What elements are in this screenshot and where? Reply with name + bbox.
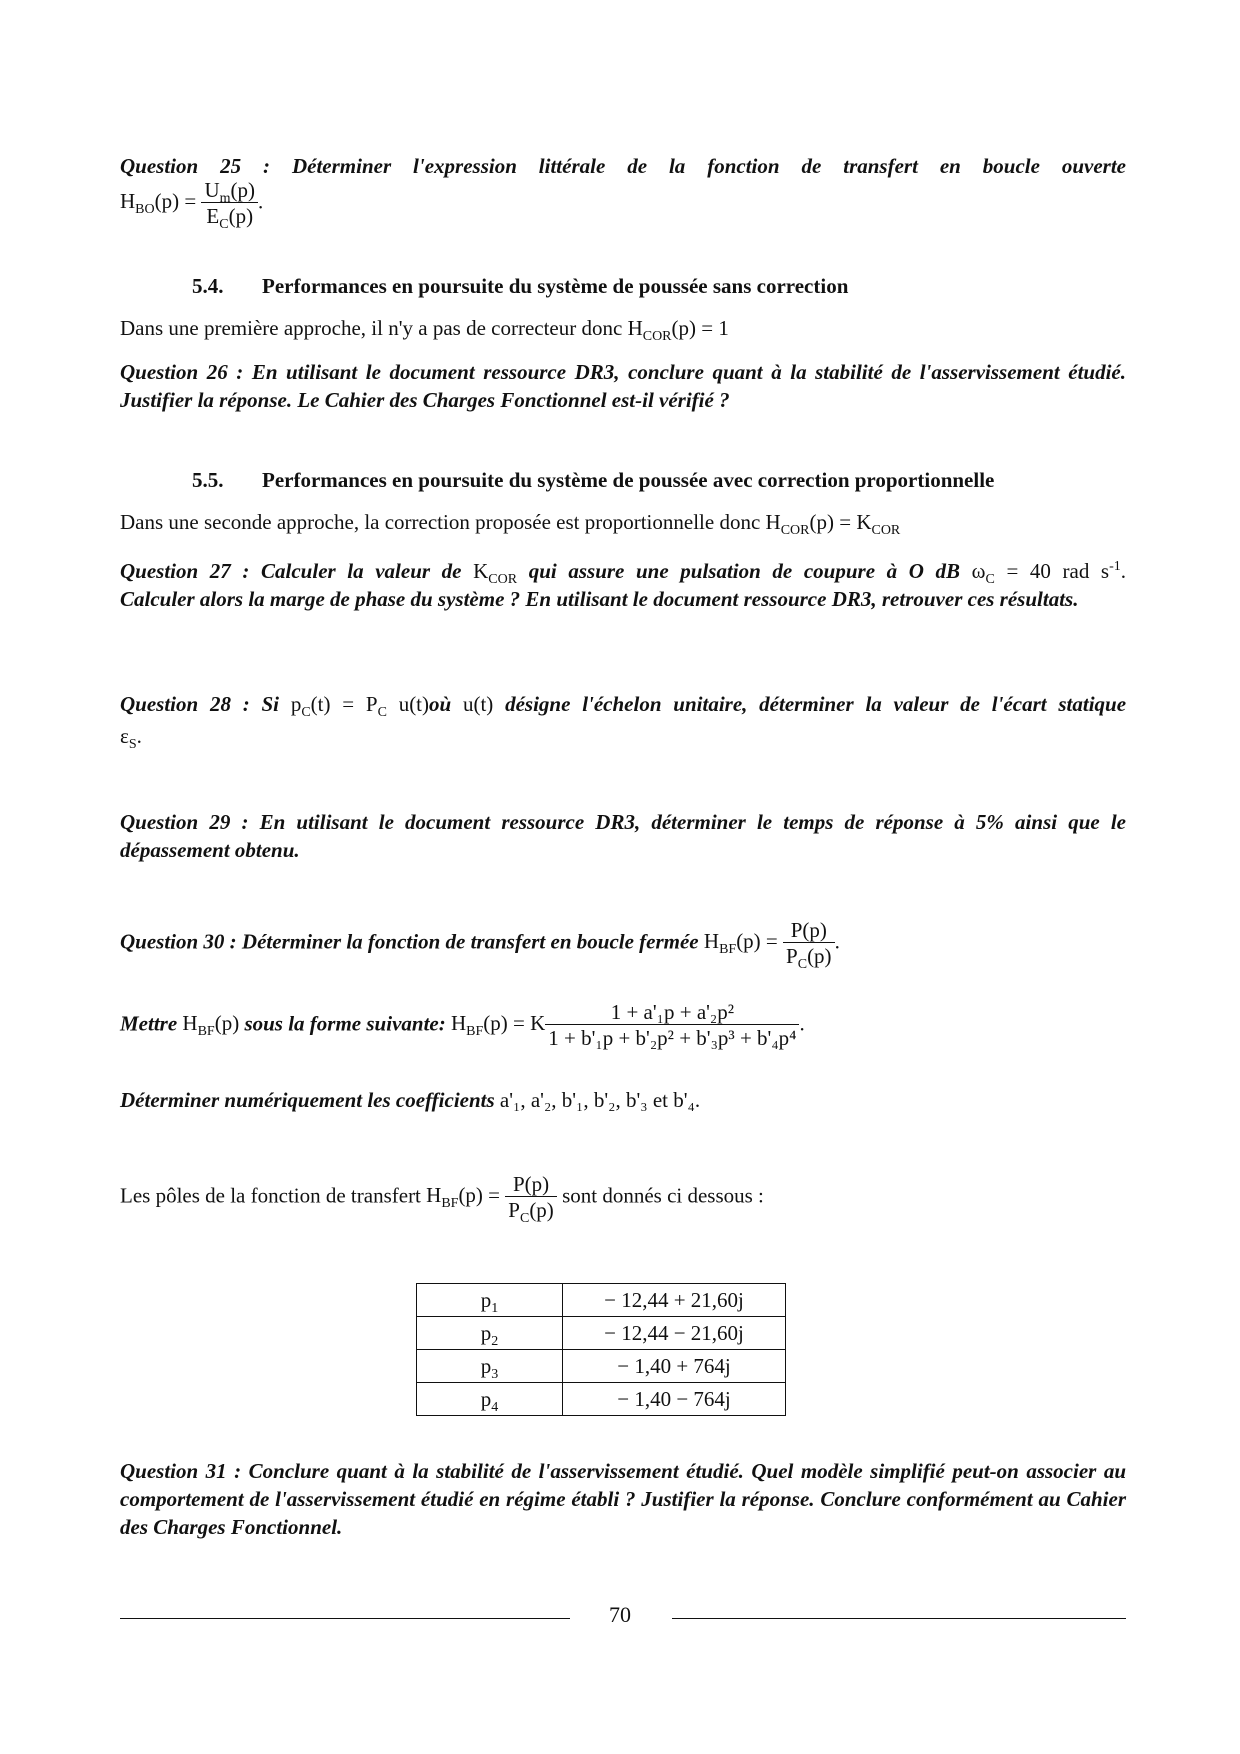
section-5-4-body: Dans une première approche, il n'y a pas de correcteur donc $H_{COR}(p) = 1$: [120, 316, 729, 345]
question-27-line1: Question 27 : Calculer la valeur de $K_{COR}$ qui assure une pulsation de coupure à O dB $\omega_C = 40$ rad $s^{-1}$.: [120, 559, 1127, 588]
table-row: [417, 1383, 786, 1416]
question-28-line2: $\varepsilon_S$.: [120, 724, 142, 753]
canonical-form-fraction: $\frac{\text{1 + a'₁p + a'₂p²}}{\text{1 + b'₁p + b'₂p² + b'₃p³ + b'₄p⁴}}$: [545, 1000, 799, 1051]
table-row: [417, 1350, 786, 1383]
poles-intro: Les pôles de la fonction de transfert $H_{BF}(p)$ = $\frac{P(p)}{P_C(p)}$ sont donnés ci dessous :: [120, 1172, 764, 1227]
coefficients-instruction: Déterminer numériquement les coefficients a'₁, a'₂, b'₁, b'₂, b'₃ et b'₄.: [120, 1088, 701, 1112]
section-5-5-body: Dans une seconde approche, la correction proposée est proportionnelle donc $H_{COR}(p) = K_{COR}$: [120, 510, 901, 539]
canonical-form-instruction: Mettre $H_{BF}(p)$ sous la forme suivante: $H_{BF}(p) = K$ $\frac{\text{1 + a'₁p + a'₂p²}}{\text{1 + b'₁p + b'₂p² + b'₃p³ + b'₄p⁴}}$ .: [120, 1000, 805, 1050]
section-5-4-heading: 5.4. Performances en poursuite du système de poussée sans correction: [192, 274, 849, 298]
pole-name: $p_4$: [417, 1383, 563, 1416]
question-30: Question 30 : Déterminer la fonction de transfert en boucle fermée $H_{BF}(p)$ = $\frac{P(p)}{P_C(p)}$ .: [120, 918, 840, 973]
section-5-5-heading: 5.5. Performances en poursuite du système de poussée avec correction proportionnelle: [192, 468, 995, 492]
question-29: Question 29 : En utilisant le document ressource DR3, déterminer le temps de réponse à 5% ainsi que le dépassement obtenu.: [120, 810, 1126, 862]
pole-name: $p_2$: [417, 1317, 563, 1350]
poles-intro-fraction: $\frac{P(p)}{P_C(p)}$: [505, 1172, 557, 1223]
poles-table: [416, 1283, 786, 1416]
page-number: 70: [609, 1602, 631, 1627]
question-27: [120, 557, 1126, 613]
footer-rule-right: [672, 1618, 1126, 1619]
footer-rule-left: [120, 1618, 570, 1619]
table-row: [417, 1284, 786, 1317]
question-25-equation: $H_{BO}(p)$ = $\frac{U_m(p)}{E_C(p)}$ .: [120, 178, 264, 233]
pole-value: − 1,40 + 764j: [563, 1350, 786, 1383]
q25-fraction: $\frac{U_m(p)}{E_C(p)}$: [201, 178, 258, 229]
pole-name: $p_1$: [417, 1284, 563, 1317]
question-26: Question 26 : En utilisant le document ressource DR3, conclure quant à la stabilité de l'asservissement étudié. Justifier la réponse. Le Cahier des Charges Fonctionnel est-il vérifié ?: [120, 360, 1126, 412]
question-28-line1: Question 28 : Si $p_C(t) = P_C$ u(t)où u(t) désigne l'échelon unitaire, déterminer la valeur de l'écart statique: [120, 692, 1127, 721]
pole-value: − 12,44 + 21,60j: [563, 1284, 786, 1317]
question-25-text: Question 25 : Déterminer l'expression littérale de la fonction de transfert en boucle ouverte: [120, 154, 1126, 178]
pole-value: − 12,44 − 21,60j: [563, 1317, 786, 1350]
q25-lhs: $H_{BO}(p)$ =: [120, 189, 197, 218]
pole-name: $p_3$: [417, 1350, 563, 1383]
question-27-line2: Calculer alors la marge de phase du système ? En utilisant le document ressource DR3, retrouver ces résultats.: [120, 587, 1079, 611]
question-28: [120, 690, 1127, 753]
question-25: [120, 152, 1126, 233]
table-row: [417, 1317, 786, 1350]
q30-fraction: $\frac{P(p)}{P_C(p)}$: [783, 918, 835, 969]
pole-value: − 1,40 − 764j: [563, 1383, 786, 1416]
question-31: Question 31 : Conclure quant à la stabilité de l'asservissement étudié. Quel modèle simplifié peut-on associer au comportement de l'asservissement étudié en régime établi ? Justifier la réponse. Conclure conformément au Cahier des Charges Fonctionnel.: [120, 1459, 1126, 1539]
